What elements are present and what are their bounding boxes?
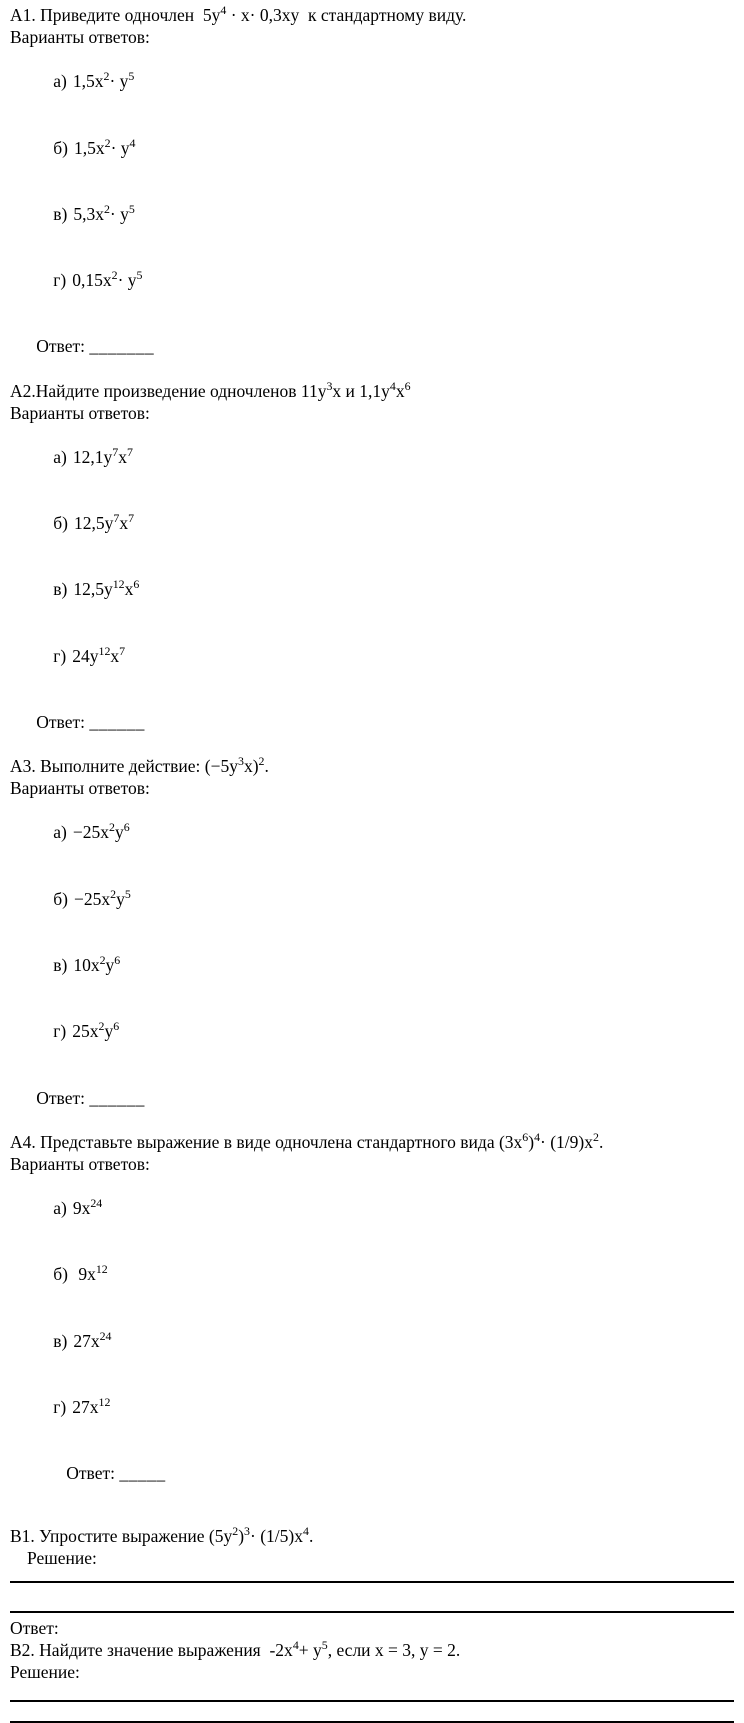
option-row-v (10, 932, 736, 998)
task-title: В1. Упростите выражение $(5y^2)^3\cdot (1/5)x^4$. (10, 1524, 314, 1547)
variants-label: Варианты ответов: (10, 27, 150, 48)
variants-label: Варианты ответов: (10, 1153, 150, 1174)
option-row-v (10, 181, 736, 247)
option-formula: $1,5x^2\cdot y^4$ (73, 135, 136, 158)
option-row-b (10, 1241, 736, 1307)
option-label: в) (53, 1330, 68, 1351)
solution-line[interactable] (10, 1700, 734, 1702)
option-formula: $12,5y^{12}x^6$ (73, 577, 140, 600)
option-label: г) (53, 1396, 67, 1417)
variants-label: Варианты ответов: (10, 402, 150, 423)
option-formula: $12,5y^7x^7$ (73, 511, 135, 534)
option-row-a (10, 1175, 736, 1241)
option-row-g (10, 998, 736, 1064)
option-label: а) (53, 446, 67, 467)
option-label: г) (53, 1021, 67, 1042)
option-row-v (10, 1308, 736, 1374)
option-formula: $-25x^2y^5$ (73, 886, 131, 909)
option-formula: $10x^2y^6$ (73, 953, 121, 976)
option-row-a (10, 799, 736, 865)
solution-line[interactable] (10, 1611, 734, 1613)
option-label: г) (53, 270, 67, 291)
question-block-a2 (10, 380, 736, 756)
option-formula: $27x^{24}$ (73, 1328, 112, 1351)
answer-label: Ответ: (10, 1617, 59, 1638)
option-label: в) (53, 955, 68, 976)
answer-label: Ответ: (66, 1463, 115, 1484)
option-label: г) (53, 645, 67, 666)
question-title: А2.Найдите произведение одночленов $11y^3x$ и $1,1y^4x^6$ (10, 378, 411, 401)
question-block-a1 (10, 4, 736, 380)
solution-line[interactable] (10, 1581, 734, 1583)
option-row-g (10, 623, 736, 689)
option-row-v (10, 556, 736, 622)
answer-label: Ответ: (36, 712, 85, 732)
question-block-a4 (10, 1131, 736, 1507)
option-formula: $5,3x^2\cdot y^5$ (73, 202, 135, 224)
question-block-a3 (10, 755, 736, 1131)
task-block-b2 (10, 1639, 736, 1723)
option-formula: $0,15x^2\cdot y^5$ (72, 268, 143, 291)
question-title: А1. Приведите одночлен $5y^4 \cdot x\cdot 0,3xy$ к стандартному виду. (10, 3, 467, 25)
option-label: а) (53, 822, 67, 843)
option-formula: $24y^{12}x^7$ (72, 643, 126, 666)
option-row-a (10, 48, 736, 114)
option-formula: $9x^{12}$ (73, 1262, 108, 1285)
option-row-g (10, 247, 736, 313)
option-label: б) (53, 137, 68, 158)
option-row-g (10, 1374, 736, 1440)
task-block-b1 (10, 1525, 736, 1638)
option-label: б) (53, 888, 68, 909)
option-label: б) (53, 1264, 68, 1285)
answer-row (10, 1440, 736, 1506)
option-label: в) (53, 203, 68, 224)
option-label: а) (53, 1198, 67, 1219)
solution-label: Решение: (27, 1548, 97, 1569)
solution-label: Решение: (10, 1661, 80, 1682)
option-row-b (10, 490, 736, 556)
variants-label: Варианты ответов: (10, 778, 150, 799)
option-formula: $9x^{24}$ (72, 1196, 103, 1219)
option-label: а) (53, 71, 67, 92)
option-row-a (10, 424, 736, 490)
option-label: в) (53, 579, 68, 600)
answer-blank[interactable]: ______ (89, 1087, 145, 1108)
option-row-b (10, 866, 736, 932)
option-formula: $27x^{12}$ (72, 1395, 111, 1417)
answer-label: Ответ: (36, 336, 85, 357)
answer-blank[interactable]: ______ (89, 712, 145, 732)
task-title: В2. Найдите значение выражения $-2x^4+ y^5$, если x = 3, y = 2. (10, 1637, 461, 1660)
option-row-b (10, 114, 736, 180)
option-formula: $25x^2y^6$ (72, 1019, 120, 1042)
option-formula: $1,5x^2\cdot y^5$ (72, 69, 135, 92)
answer-row (10, 1065, 736, 1131)
question-title: А4. Представьте выражение в виде одночлена стандартного вида $(3x^6)^4\cdot (1/9)x^2$. (10, 1129, 604, 1152)
option-formula: $-25x^2y^6$ (72, 820, 130, 843)
answer-blank[interactable]: _____ (119, 1463, 166, 1484)
answer-label: Ответ: (36, 1087, 85, 1108)
answer-row (10, 313, 736, 379)
option-label: б) (53, 513, 68, 534)
option-formula: $12,1y^7x^7$ (72, 445, 133, 467)
answer-row (10, 689, 736, 755)
question-title: А3. Выполните действие: $(-5y^3x)^2$. (10, 754, 269, 777)
answer-blank[interactable]: _______ (89, 336, 155, 357)
